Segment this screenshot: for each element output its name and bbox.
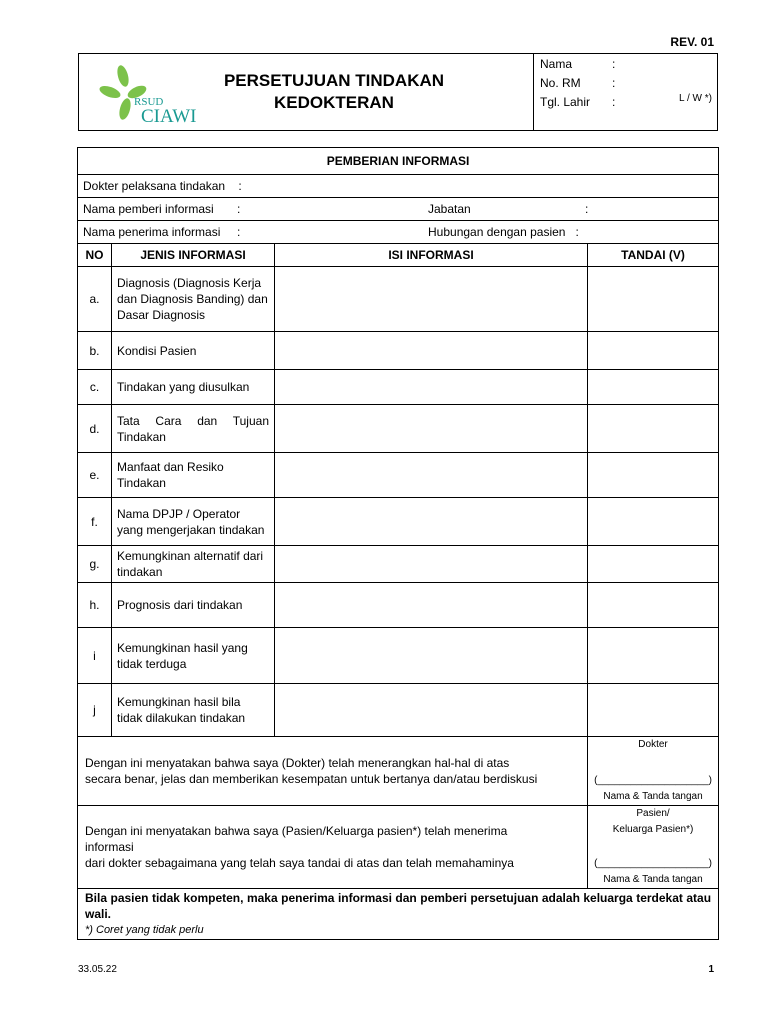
table-row xyxy=(78,370,719,405)
item-isi-cell[interactable] xyxy=(275,370,588,405)
dokter-pelaksana-label: Dokter pelaksana tindakan : xyxy=(83,179,242,193)
item-tandai-cell[interactable] xyxy=(588,628,719,684)
form-title xyxy=(209,70,459,114)
item-no: i xyxy=(78,628,112,684)
col-tandai-header: TANDAI (V) xyxy=(588,244,719,267)
item-tandai-cell[interactable] xyxy=(588,332,719,370)
patient-name-colon: : xyxy=(612,57,616,71)
doctor-signature-caption: Nama & Tanda tangan xyxy=(603,791,703,802)
logo-ciawi-text: CIAWI xyxy=(141,106,197,124)
patient-dob-label: Tgl. Lahir xyxy=(540,95,591,109)
jabatan-colon: : xyxy=(585,202,589,216)
patient-name-row xyxy=(540,57,615,71)
penerima-informasi-label: Nama penerima informasi : xyxy=(83,225,241,239)
col-jenis-header: JENIS INFORMASI xyxy=(112,244,275,267)
item-isi-cell[interactable] xyxy=(275,498,588,546)
footnote-bold: Bila pasien tidak kompeten, maka penerima informasi dan pemberi persetujuan adalah keluarga terdekat atau wali. xyxy=(85,891,712,921)
item-tandai-cell[interactable] xyxy=(588,684,719,737)
title-line-2: KEDOKTERAN xyxy=(274,93,394,112)
doctor-statement-line-1: Dengan ini menyatakan bahwa saya (Dokter) telah menerangkan hal-hal di atas xyxy=(85,756,510,770)
item-no: b. xyxy=(78,332,112,370)
jabatan-label: Jabatan xyxy=(428,202,471,216)
footnote-italic: *) Coret yang tidak perlu xyxy=(85,924,204,936)
patient-signature-title-1: Pasien/ xyxy=(636,808,670,819)
patient-id-box xyxy=(533,53,720,131)
item-no: j xyxy=(78,684,112,737)
item-jenis: Kemungkinan hasil bila tidak dilakukan tindakan xyxy=(112,684,275,737)
hospital-logo xyxy=(97,64,207,124)
patient-rm-colon: : xyxy=(612,76,616,90)
table-row xyxy=(78,332,719,370)
patient-signature-caption: Nama & Tanda tangan xyxy=(603,874,703,885)
doctor-statement xyxy=(78,737,588,806)
patient-name-label: Nama xyxy=(540,57,573,71)
dokter-pelaksana-row xyxy=(78,175,719,198)
patient-sex-option: L / W *) xyxy=(679,93,712,104)
item-isi-cell[interactable] xyxy=(275,332,588,370)
item-jenis: Kondisi Pasien xyxy=(112,332,275,370)
item-tandai-cell[interactable] xyxy=(588,405,719,453)
pemberi-informasi-label: Nama pemberi informasi : xyxy=(83,202,241,216)
item-no: e. xyxy=(78,453,112,498)
item-no: g. xyxy=(78,546,112,583)
leaf-logo-icon xyxy=(97,64,207,124)
penerima-informasi-row xyxy=(78,221,719,244)
doctor-statement-row xyxy=(78,737,719,806)
doctor-signature-line: (____________________) xyxy=(594,775,712,786)
patient-statement-line-1: Dengan ini menyatakan bahwa saya (Pasien/Keluarga pasien*) telah menerima informasi xyxy=(85,824,508,854)
patient-rm-label: No. RM xyxy=(540,76,581,90)
table-row xyxy=(78,453,719,498)
item-jenis: Kemungkinan hasil yang tidak terduga xyxy=(112,628,275,684)
item-jenis: Kemungkinan alternatif dari tindakan xyxy=(112,546,275,583)
item-no: h. xyxy=(78,583,112,628)
table-row xyxy=(78,546,719,583)
pemberi-informasi-row xyxy=(78,198,719,221)
patient-signature-title-2: Keluarga Pasien*) xyxy=(612,824,694,835)
item-tandai-cell[interactable] xyxy=(588,370,719,405)
patient-dob-colon: : xyxy=(612,95,616,109)
col-isi-header: ISI INFORMASI xyxy=(275,244,588,267)
title-line-1: PERSETUJUAN TINDAKAN xyxy=(223,71,445,90)
item-isi-cell[interactable] xyxy=(275,546,588,583)
item-isi-cell[interactable] xyxy=(275,267,588,332)
patient-signature-line: (____________________) xyxy=(594,858,712,869)
patient-statement xyxy=(78,806,588,889)
item-tandai-cell[interactable] xyxy=(588,267,719,332)
doctor-signature-cell[interactable] xyxy=(588,737,719,806)
item-tandai-cell[interactable] xyxy=(588,583,719,628)
item-jenis: Manfaat dan Resiko Tindakan xyxy=(112,453,275,498)
patient-signature-cell[interactable] xyxy=(588,806,719,889)
form-header xyxy=(78,53,718,131)
item-tandai-cell[interactable] xyxy=(588,453,719,498)
doctor-signature-title: Dokter xyxy=(638,739,668,750)
logo-rsud-text: RSUD xyxy=(134,96,164,108)
table-row xyxy=(78,498,719,546)
item-jenis: Diagnosis (Diagnosis Kerja dan Diagnosis Banding) dan Dasar Diagnosis xyxy=(112,267,275,332)
table-row xyxy=(78,267,719,332)
item-tandai-cell[interactable] xyxy=(588,498,719,546)
item-jenis: Tata Cara dan Tujuan Tindakan xyxy=(112,405,275,453)
revision-label: REV. 01 xyxy=(670,35,714,49)
patient-dob-row xyxy=(540,95,615,109)
table-row xyxy=(78,684,719,737)
table-row xyxy=(78,405,719,453)
item-tandai-cell[interactable] xyxy=(588,546,719,583)
item-isi-cell[interactable] xyxy=(275,684,588,737)
col-no-header: NO xyxy=(78,244,112,267)
patient-statement-line-2: dari dokter sebagaimana yang telah saya tandai di atas dan telah memahaminya xyxy=(85,856,514,870)
footnote-row xyxy=(78,889,719,940)
table-row xyxy=(78,583,719,628)
item-no: a. xyxy=(78,267,112,332)
doctor-statement-line-2: secara benar, jelas dan memberikan kesempatan untuk bertanya dan/atau berdiskusi xyxy=(85,772,538,786)
item-isi-cell[interactable] xyxy=(275,583,588,628)
item-isi-cell[interactable] xyxy=(275,453,588,498)
item-isi-cell[interactable] xyxy=(275,628,588,684)
patient-rm-row xyxy=(540,76,615,90)
item-no: c. xyxy=(78,370,112,405)
item-isi-cell[interactable] xyxy=(275,405,588,453)
item-no: d. xyxy=(78,405,112,453)
patient-statement-row xyxy=(78,806,719,889)
information-table xyxy=(77,147,719,940)
table-row xyxy=(78,628,719,684)
item-jenis: Tindakan yang diusulkan xyxy=(112,370,275,405)
page-number: 1 xyxy=(708,964,714,975)
section-title: PEMBERIAN INFORMASI xyxy=(78,148,719,175)
footnote xyxy=(78,889,719,940)
column-header-row xyxy=(78,244,719,267)
item-no: f. xyxy=(78,498,112,546)
item-jenis: Prognosis dari tindakan xyxy=(112,583,275,628)
item-jenis: Nama DPJP / Operator yang mengerjakan tindakan xyxy=(112,498,275,546)
document-number: 33.05.22 xyxy=(78,964,117,975)
hubungan-pasien-label: Hubungan dengan pasien : xyxy=(428,225,579,239)
